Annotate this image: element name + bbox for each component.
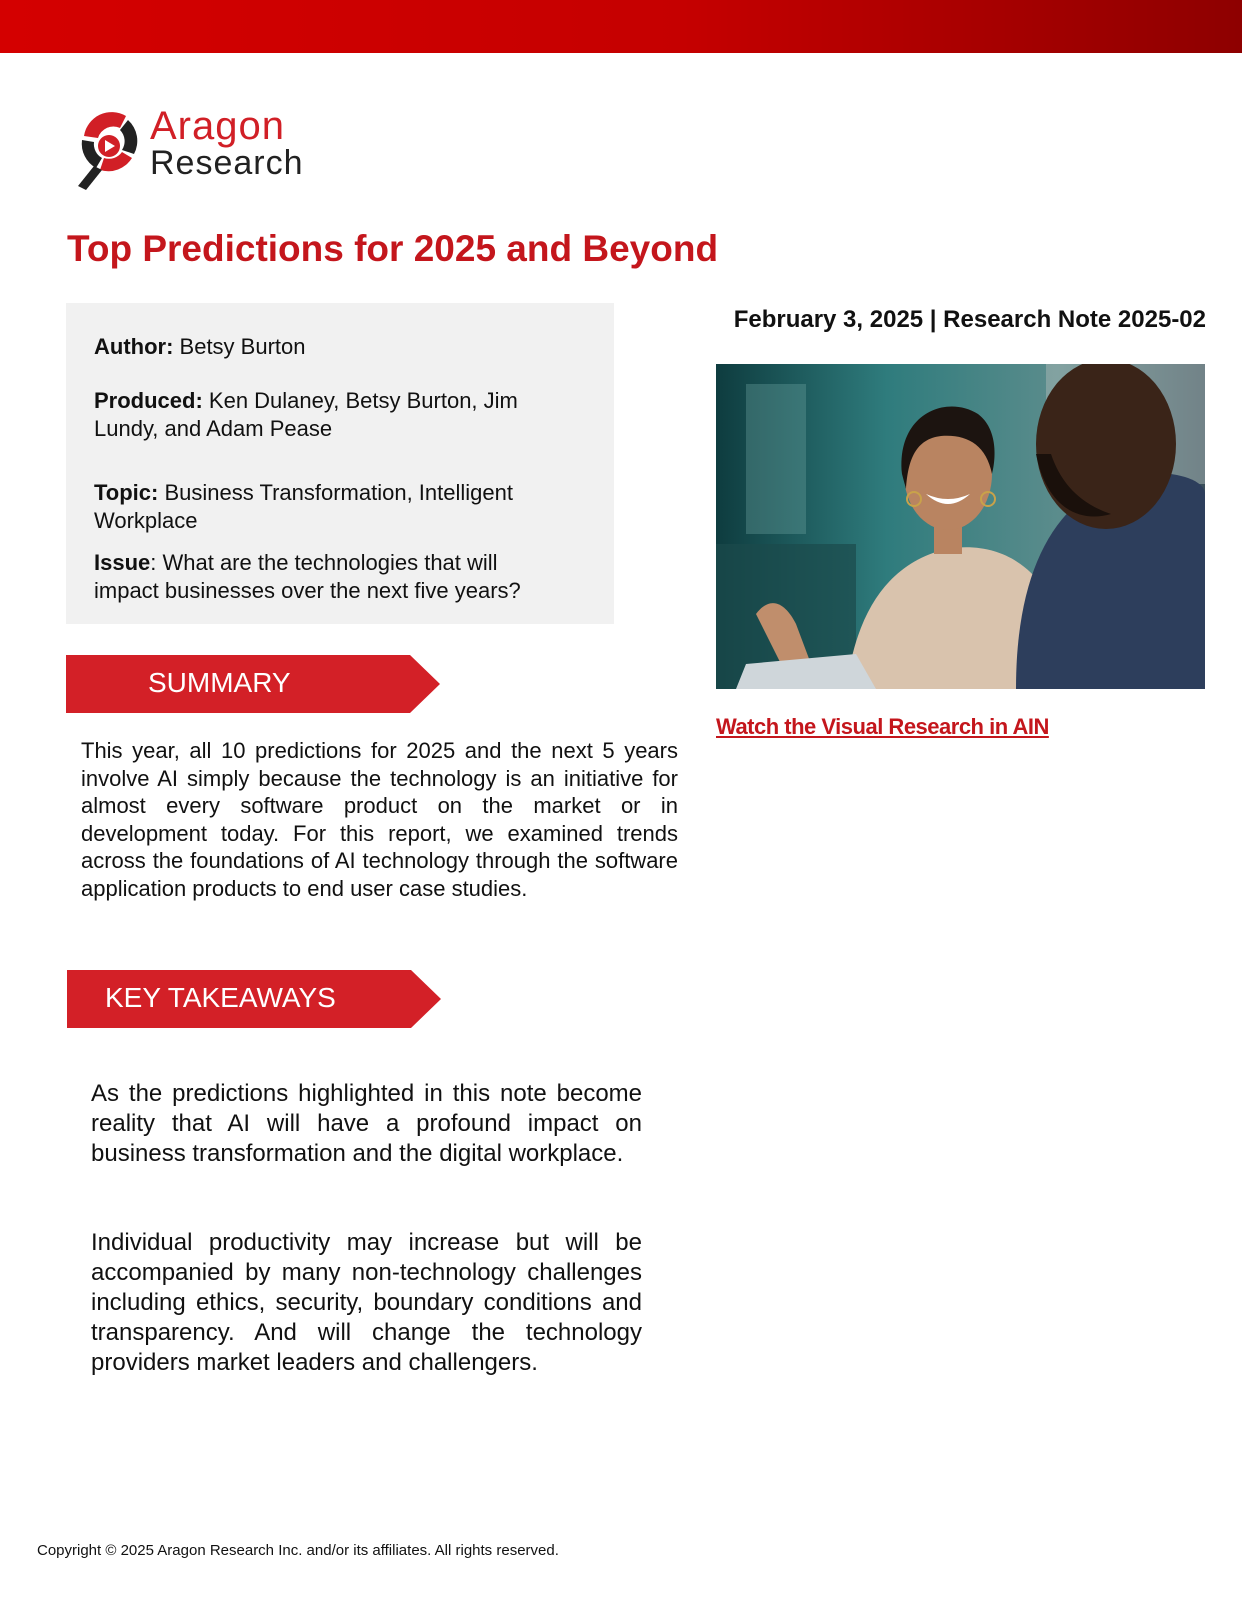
copyright-footer: Copyright © 2025 Aragon Research Inc. and/or its affiliates. All rights reserved. xyxy=(37,1542,559,1559)
author-label: Author: xyxy=(94,334,174,359)
header-bar xyxy=(0,0,1242,53)
issue-label: Issue xyxy=(94,550,151,575)
photo-of-two-colleagues-talking-icon xyxy=(716,364,1205,689)
summary-paragraph: This year, all 10 predictions for 2025 and the next 5 years involve AI simply because the technology is an initiative for almost every software product on the market or in development today. For this report, we examined trends across the foundations of AI technology through the software application products to end user case studies. xyxy=(81,738,678,901)
date-and-note-number: February 3, 2025 | Research Note 2025-02 xyxy=(733,306,1206,333)
page-title: Top Predictions for 2025 and Beyond xyxy=(67,228,719,269)
summary-heading: SUMMARY xyxy=(148,667,291,698)
topic-label: Topic: xyxy=(94,480,159,505)
watch-visual-research-link[interactable]: Watch the Visual Research in AIN xyxy=(716,714,1049,739)
logo-word-research: Research xyxy=(150,144,304,182)
produced-value: Ken Dulaney, Betsy Burton, Jim Lundy, and Adam Pease xyxy=(94,388,518,441)
takeaway-paragraph-1: As the predictions highlighted in this note become reality that AI will have a profound impact on business transformation and the digital workplace. xyxy=(91,1080,642,1167)
produced-line xyxy=(94,387,564,443)
author-value: Betsy Burton xyxy=(173,334,306,359)
logo-word-aragon: Aragon xyxy=(150,104,285,148)
issue-value: : What are the technologies that will impact businesses over the next five years? xyxy=(94,550,521,603)
aragon-research-logo xyxy=(76,106,336,190)
issue-line xyxy=(94,549,564,605)
key-takeaways-heading: KEY TAKEAWAYS xyxy=(105,982,336,1013)
key-takeaways-banner xyxy=(67,970,441,1028)
metadata-box xyxy=(66,303,614,624)
report-photo xyxy=(716,364,1205,689)
author-line xyxy=(94,333,564,361)
topic-value: Business Transformation, Intelligent Workplace xyxy=(94,480,513,533)
logo-mark-icon xyxy=(76,106,142,190)
takeaway-paragraph-2: Individual productivity may increase but will be accompanied by many non-technology challenges including ethics, security, boundary conditions and transparency. And will change the technology providers market leaders and challengers. xyxy=(91,1229,642,1376)
topic-line xyxy=(94,479,564,535)
produced-label: Produced: xyxy=(94,388,203,413)
summary-banner xyxy=(66,655,440,713)
